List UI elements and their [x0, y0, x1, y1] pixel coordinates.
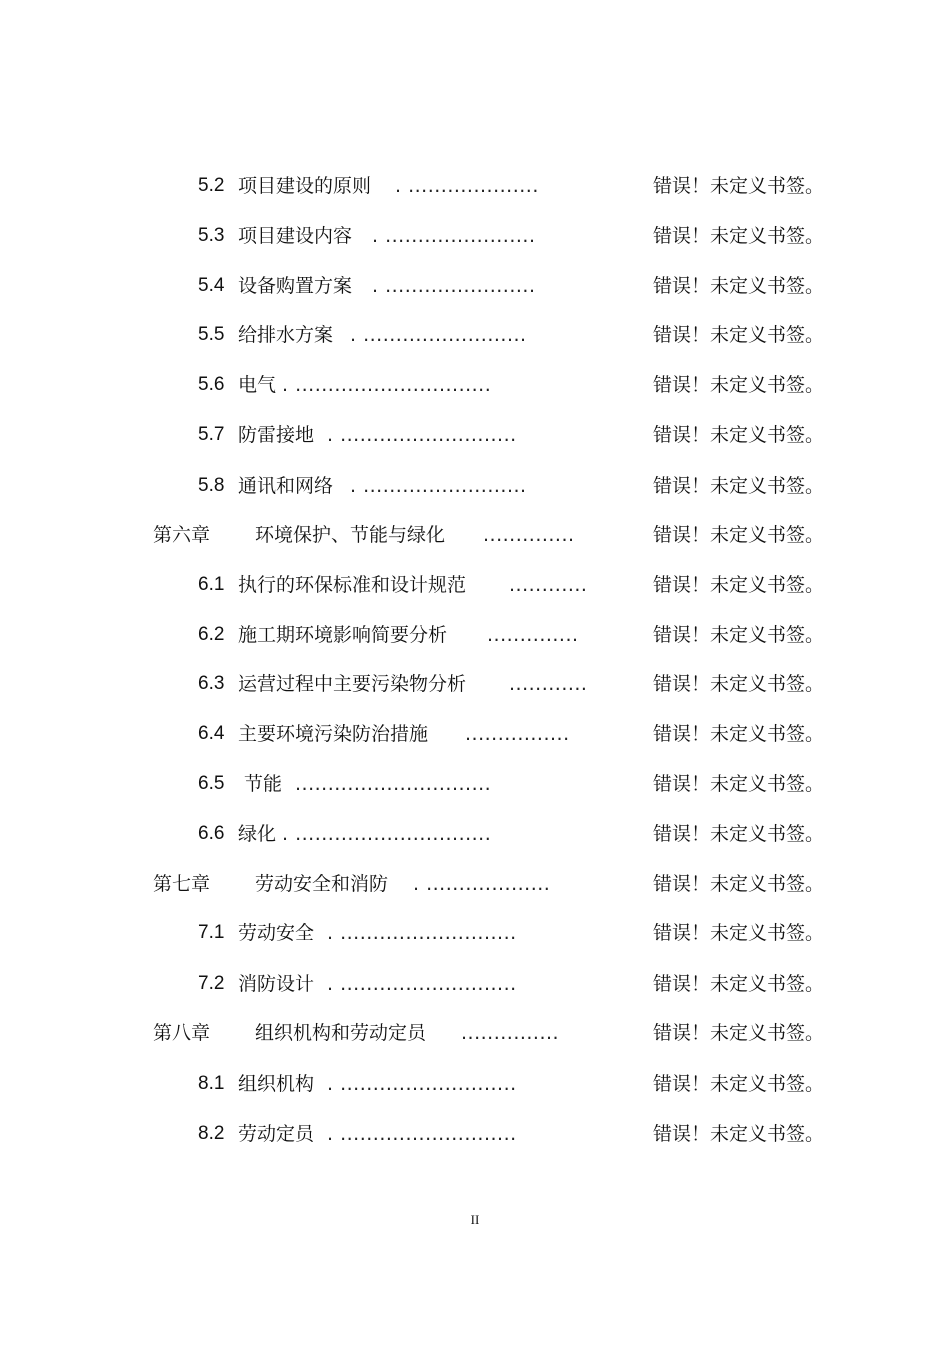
chapter-title: 劳动安全和消防	[255, 873, 389, 895]
toc-entry-chapter-8[interactable]	[0, 1018, 950, 1048]
dot-leader: . ...........................	[327, 922, 517, 944]
dot-leader: . .......................	[372, 225, 536, 247]
page-reference: 错误！未定义书签。	[653, 1073, 825, 1095]
section-number: 5.6	[198, 374, 225, 395]
section-title: 项目建设内容	[238, 225, 353, 247]
toc-entry-5-2[interactable]	[0, 171, 950, 201]
dot-leader: ..............	[483, 524, 575, 546]
section-title: 劳动安全	[238, 922, 315, 944]
dot-leader: . ...........................	[327, 1073, 517, 1095]
toc-entry-7-2[interactable]	[0, 969, 950, 999]
page-reference: 错误！未定义书签。	[653, 175, 825, 197]
page-reference: 错误！未定义书签。	[653, 524, 825, 546]
section-number: 5.3	[198, 225, 225, 246]
section-number: 6.5	[198, 773, 225, 794]
dot-leader: . .........................	[350, 475, 527, 497]
page-reference: 错误！未定义书签。	[653, 723, 825, 745]
section-number: 6.1	[198, 574, 225, 595]
page-reference: 错误！未定义书签。	[653, 773, 825, 795]
toc-entry-6-6[interactable]	[0, 819, 950, 849]
toc-entry-7-1[interactable]	[0, 918, 950, 948]
toc-entry-5-8[interactable]	[0, 471, 950, 501]
dot-leader: . ...........................	[327, 424, 517, 446]
toc-entry-5-4[interactable]	[0, 271, 950, 301]
section-title: 通讯和网络	[238, 475, 334, 497]
page-reference: 错误！未定义书签。	[653, 1123, 825, 1145]
page-reference: 错误！未定义书签。	[653, 624, 825, 646]
page-reference: 错误！未定义书签。	[653, 574, 825, 596]
section-title: 项目建设的原则	[238, 175, 372, 197]
dot-leader: ...............	[461, 1022, 560, 1044]
chapter-title: 环境保护、节能与绿化	[255, 524, 446, 546]
page-reference: 错误！未定义书签。	[653, 324, 825, 346]
dot-leader: ..............	[487, 624, 579, 646]
dot-leader: ............	[509, 574, 588, 596]
section-number: 8.1	[198, 1073, 225, 1094]
page-reference: 错误！未定义书签。	[653, 424, 825, 446]
page-number: II	[470, 1212, 480, 1227]
toc-entry-chapter-7[interactable]	[0, 869, 950, 899]
toc-entry-6-4[interactable]	[0, 719, 950, 749]
section-number: 5.5	[198, 324, 225, 345]
dot-leader: . ..............................	[282, 823, 492, 845]
section-number: 6.6	[198, 823, 225, 844]
dot-leader: . ....................	[395, 175, 539, 197]
dot-leader: . ...................	[413, 873, 551, 895]
toc-entry-5-3[interactable]	[0, 221, 950, 251]
section-number: 5.7	[198, 424, 225, 445]
section-number: 8.2	[198, 1123, 225, 1144]
section-title: 组织机构	[238, 1073, 315, 1095]
section-title: 节能	[244, 773, 283, 795]
dot-leader: ................	[465, 723, 570, 745]
page-reference: 错误！未定义书签。	[653, 873, 825, 895]
section-number: 7.2	[198, 973, 225, 994]
section-title: 防雷接地	[238, 424, 315, 446]
toc-entry-5-7[interactable]	[0, 420, 950, 450]
section-title: 设备购置方案	[238, 275, 353, 297]
page-reference: 错误！未定义书签。	[653, 922, 825, 944]
chapter-number: 第六章	[153, 524, 211, 546]
chapter-number: 第八章	[153, 1022, 211, 1044]
section-title: 消防设计	[238, 973, 315, 995]
toc-entry-6-5[interactable]	[0, 769, 950, 799]
section-title: 劳动定员	[238, 1123, 315, 1145]
page-reference: 错误！未定义书签。	[653, 374, 825, 396]
section-title: 绿化	[238, 823, 277, 845]
dot-leader: . ...........................	[327, 1123, 517, 1145]
toc-entry-6-2[interactable]	[0, 620, 950, 650]
chapter-number: 第七章	[153, 873, 211, 895]
page-reference: 错误！未定义书签。	[653, 823, 825, 845]
section-title: 施工期环境影响简要分析	[238, 624, 448, 646]
page-reference: 错误！未定义书签。	[653, 475, 825, 497]
toc-entry-6-1[interactable]	[0, 570, 950, 600]
dot-leader: ............	[509, 673, 588, 695]
toc-entry-5-6[interactable]	[0, 370, 950, 400]
chapter-title: 组织机构和劳动定员	[255, 1022, 427, 1044]
section-number: 6.4	[198, 723, 225, 744]
page-reference: 错误！未定义书签。	[653, 973, 825, 995]
section-number: 5.4	[198, 275, 225, 296]
section-number: 6.3	[198, 673, 225, 694]
section-title: 执行的环保标准和设计规范	[238, 574, 467, 596]
section-number: 5.2	[198, 175, 225, 196]
toc-entry-8-2[interactable]	[0, 1119, 950, 1149]
page-reference: 错误！未定义书签。	[653, 1022, 825, 1044]
section-title: 运营过程中主要污染物分析	[238, 673, 467, 695]
section-number: 5.8	[198, 475, 225, 496]
dot-leader: . ..............................	[282, 374, 492, 396]
page-reference: 错误！未定义书签。	[653, 225, 825, 247]
section-title: 电气	[238, 374, 277, 396]
section-number: 6.2	[198, 624, 225, 645]
toc-entry-5-5[interactable]	[0, 320, 950, 350]
dot-leader: . .......................	[372, 275, 536, 297]
dot-leader: . .........................	[350, 324, 527, 346]
dot-leader: . ...........................	[327, 973, 517, 995]
toc-entry-8-1[interactable]	[0, 1069, 950, 1099]
section-number: 7.1	[198, 922, 225, 943]
section-title: 主要环境污染防治措施	[238, 723, 429, 745]
page-reference: 错误！未定义书签。	[653, 275, 825, 297]
page-reference: 错误！未定义书签。	[653, 673, 825, 695]
toc-entry-6-3[interactable]	[0, 669, 950, 699]
dot-leader: ..............................	[295, 773, 492, 795]
section-title: 给排水方案	[238, 324, 334, 346]
toc-entry-chapter-6[interactable]	[0, 520, 950, 550]
